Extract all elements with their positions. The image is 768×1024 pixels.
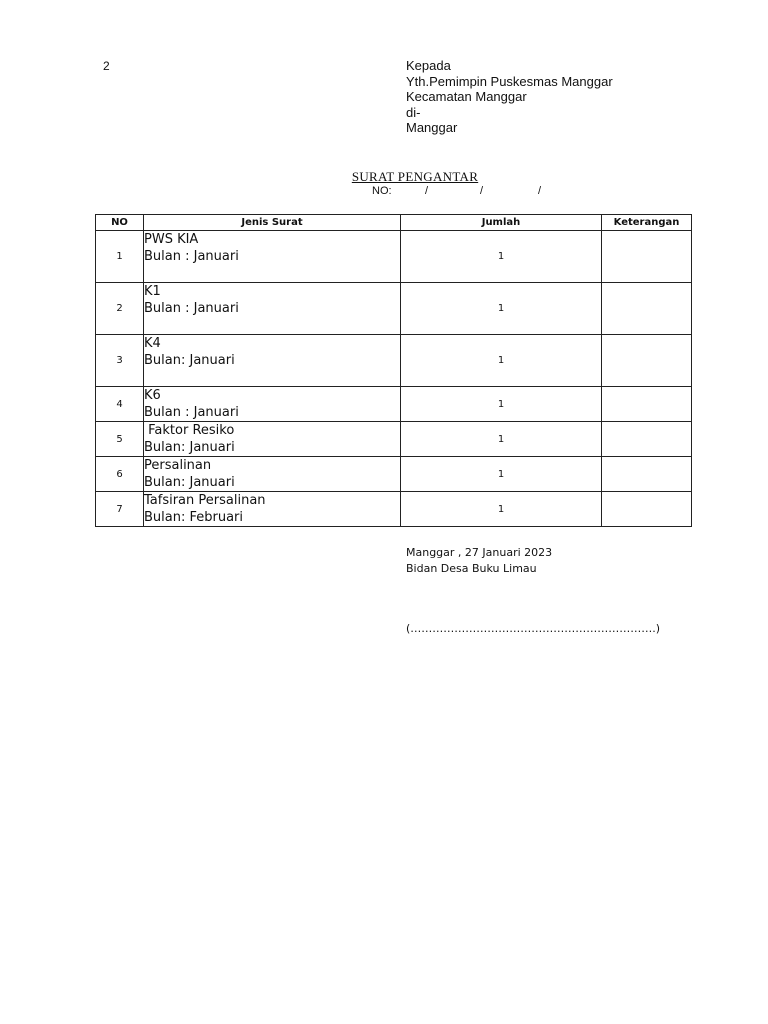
number-slash-2: / [480,185,484,197]
row-no: 6 [96,457,144,492]
row-keterangan [602,457,692,492]
row-keterangan [602,231,692,283]
signature-place-date: Manggar , 27 Januari 2023 [406,546,553,559]
header-no: NO [96,215,144,231]
row-jenis-name: Tafsiran Persalinan [144,493,266,508]
number-slash-1: / [425,185,429,197]
row-jenis [144,283,401,335]
number-slash-3: / [538,185,542,197]
letter-table [95,214,692,527]
row-jenis [144,492,401,527]
table-row [96,492,692,527]
page-number: 2 [103,59,110,73]
row-jenis [144,422,401,457]
row-jenis-name: K6 [144,388,161,403]
row-jumlah: 1 [401,283,602,335]
row-jumlah: 1 [401,387,602,422]
row-no: 2 [96,283,144,335]
row-jenis [144,387,401,422]
signature-block [406,545,552,577]
signature-role: Bidan Desa Buku Limau [406,562,537,575]
table-row [96,457,692,492]
row-jenis-bulan: Bulan : Januari [144,301,239,316]
row-keterangan [602,283,692,335]
signature-name-placeholder: (………………………………………………………….) [406,622,661,635]
row-jumlah: 1 [401,335,602,387]
header-jumlah: Jumlah [401,215,602,231]
row-jenis-bulan: Bulan: Januari [144,353,235,368]
row-no: 5 [96,422,144,457]
row-jenis-name: Persalinan [144,458,212,473]
recipient-line-5: Manggar [406,120,458,135]
row-jenis-bulan: Bulan: Januari [144,475,235,490]
row-jumlah: 1 [401,231,602,283]
row-keterangan [602,335,692,387]
row-no: 1 [96,231,144,283]
document-title: SURAT PENGANTAR [351,169,479,184]
row-jenis-name: K4 [144,336,161,351]
table-row [96,387,692,422]
row-jenis [144,231,401,283]
row-jenis [144,335,401,387]
row-jenis-bulan: Bulan: Januari [144,440,235,455]
row-keterangan [602,387,692,422]
row-jumlah: 1 [401,422,602,457]
row-jenis-name: PWS KIA [144,232,199,247]
recipient-address [406,58,613,136]
table-row [96,283,692,335]
row-no: 7 [96,492,144,527]
table-row [96,231,692,283]
table-row [96,335,692,387]
row-keterangan [602,422,692,457]
recipient-line-3: Kecamatan Manggar [406,89,527,104]
row-jenis-bulan: Bulan : Januari [144,249,239,264]
table-header-row [96,215,692,231]
recipient-line-2: Yth.Pemimpin Puskesmas Manggar [406,73,613,89]
letter-number [372,185,542,197]
row-jenis-name: Faktor Resiko [144,423,235,438]
row-jumlah: 1 [401,457,602,492]
recipient-line-1: Kepada [406,58,451,73]
header-keterangan: Keterangan [602,215,692,231]
number-label: NO: [372,185,392,197]
table-row [96,422,692,457]
row-jenis-bulan: Bulan : Januari [144,405,239,420]
row-jenis-bulan: Bulan: Februari [144,510,244,525]
row-jenis [144,457,401,492]
recipient-line-4: di- [406,104,421,120]
row-jenis-name: K1 [144,284,161,299]
row-no: 4 [96,387,144,422]
header-jenis-surat: Jenis Surat [144,215,401,231]
row-jumlah: 1 [401,492,602,527]
row-keterangan [602,492,692,527]
row-no: 3 [96,335,144,387]
